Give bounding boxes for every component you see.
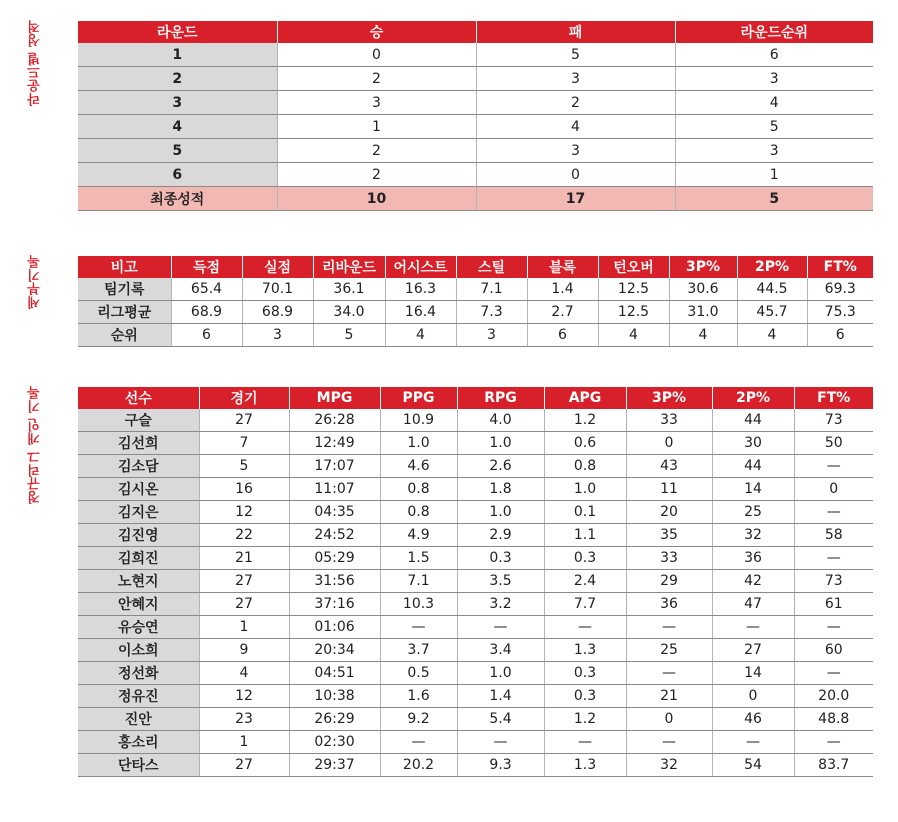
detail-header-cell: 득점 [171,256,242,278]
player-cell: — [712,616,794,639]
player-header-cell: FT% [794,387,873,409]
player-cell: 7 [199,432,289,455]
detail-header-cell: 블록 [527,256,598,278]
round-cell: 2 [277,67,476,91]
player-row [78,593,873,616]
round-cell: 5 [476,43,675,67]
player-row [78,570,873,593]
player-row-label: 김선희 [78,432,199,455]
player-cell: 27 [199,570,289,593]
player-cell: — [380,731,457,754]
player-row [78,455,873,478]
player-cell: — [380,616,457,639]
player-cell: 14 [712,478,794,501]
player-row-label: 정선화 [78,662,199,685]
player-header-cell: RPG [457,387,544,409]
player-cell: 0.6 [544,432,626,455]
player-cell: 05:29 [289,547,380,570]
player-cell: 1.0 [380,432,457,455]
player-cell: 3.2 [457,593,544,616]
round-cell: 5 [675,187,873,211]
player-cell: 54 [712,754,794,777]
round-row [78,91,873,115]
round-row [78,67,873,91]
player-row-label: 단타스 [78,754,199,777]
detail-cell: 6 [527,324,598,347]
player-row [78,501,873,524]
player-cell: 1.2 [544,708,626,731]
player-row [78,685,873,708]
round-row-label: 4 [78,115,277,139]
detail-cell: 68.9 [242,301,313,324]
player-cell: 01:06 [289,616,380,639]
detail-header-cell: 실점 [242,256,313,278]
player-cell: 31:56 [289,570,380,593]
player-cell: 58 [794,524,873,547]
player-row [78,547,873,570]
player-cell: 37:16 [289,593,380,616]
player-cell: 0 [794,478,873,501]
player-cell: 3.7 [380,639,457,662]
player-cell: 3.4 [457,639,544,662]
player-row-label: 안혜지 [78,593,199,616]
round-cell: 0 [277,43,476,67]
player-cell: 44 [712,409,794,432]
player-cell: 61 [794,593,873,616]
player-row-label: 이소희 [78,639,199,662]
player-cell: 30 [712,432,794,455]
detail-cell: 12.5 [598,278,669,301]
player-cell: 21 [199,547,289,570]
round-header-cell: 승 [277,21,476,43]
player-cell: 25 [712,501,794,524]
player-cell: 0.3 [544,685,626,708]
player-cell: 0.8 [380,478,457,501]
player-cell: 1.3 [544,639,626,662]
player-row [78,478,873,501]
detail-row [78,324,873,347]
detail-cell: 4 [385,324,456,347]
player-cell: 10.9 [380,409,457,432]
round-row-label: 1 [78,43,277,67]
player-cell: 7.7 [544,593,626,616]
detail-cell: 45.7 [737,301,807,324]
player-cell: 0.3 [544,547,626,570]
player-cell: 83.7 [794,754,873,777]
player-cell: 27 [199,754,289,777]
player-cell: 33 [626,547,712,570]
round-cell: 3 [476,67,675,91]
detail-cell: 3 [242,324,313,347]
round-cell: 1 [277,115,476,139]
round-cell: 4 [476,115,675,139]
detail-header-cell: 3P% [669,256,737,278]
player-cell: 0.3 [457,547,544,570]
player-cell: 1 [199,616,289,639]
player-row [78,708,873,731]
player-cell: 10.3 [380,593,457,616]
detail-header-cell: 스틸 [456,256,527,278]
detail-cell: 31.0 [669,301,737,324]
player-section-label: 정규리그 개인 기록 [28,386,43,505]
player-cell: 14 [712,662,794,685]
round-row-label: 2 [78,67,277,91]
player-cell: 24:52 [289,524,380,547]
player-cell: 12 [199,501,289,524]
player-cell: 42 [712,570,794,593]
round-header-cell: 패 [476,21,675,43]
detail-cell: 75.3 [807,301,873,324]
detail-cell: 7.1 [456,278,527,301]
detail-cell: 70.1 [242,278,313,301]
detail-cell: 44.5 [737,278,807,301]
player-cell: 1.6 [380,685,457,708]
player-cell: 17:07 [289,455,380,478]
player-cell: 1.5 [380,547,457,570]
player-cell: 4.0 [457,409,544,432]
round-cell: 17 [476,187,675,211]
player-row-label: 김지은 [78,501,199,524]
player-row [78,731,873,754]
player-cell: 50 [794,432,873,455]
player-cell: — [457,731,544,754]
round-cell: 2 [476,91,675,115]
player-cell: 2.4 [544,570,626,593]
player-cell: 2.9 [457,524,544,547]
player-header-cell: MPG [289,387,380,409]
detail-header-cell: 비고 [78,256,171,278]
round-header-cell: 라운드순위 [675,21,873,43]
player-cell: — [794,501,873,524]
player-cell: 29:37 [289,754,380,777]
player-cell: 1.3 [544,754,626,777]
player-cell: 4.6 [380,455,457,478]
player-cell: — [544,731,626,754]
detail-cell: 36.1 [313,278,385,301]
player-cell: 1.2 [544,409,626,432]
player-cell: 10:38 [289,685,380,708]
detail-cell: 16.3 [385,278,456,301]
player-cell: 04:35 [289,501,380,524]
detail-cell: 2.7 [527,301,598,324]
detail-cell: 1.4 [527,278,598,301]
round-row [78,43,873,67]
round-section-label: 라운드별 성적 [28,20,43,107]
player-header-cell: PPG [380,387,457,409]
player-row-label: 노현지 [78,570,199,593]
player-cell: 0 [626,708,712,731]
player-cell: 4 [199,662,289,685]
player-cell: 04:51 [289,662,380,685]
player-cell: 4.9 [380,524,457,547]
player-row-label: 김시온 [78,478,199,501]
player-cell: 22 [199,524,289,547]
player-cell: 9.2 [380,708,457,731]
player-cell: 27 [199,409,289,432]
round-cell: 3 [476,139,675,163]
player-row-label: 유승연 [78,616,199,639]
player-cell: 23 [199,708,289,731]
player-row-label: 김진영 [78,524,199,547]
player-cell: — [794,662,873,685]
detail-cell: 16.4 [385,301,456,324]
player-cell: 1.0 [457,432,544,455]
player-cell: 20.2 [380,754,457,777]
detail-row-label: 순위 [78,324,171,347]
player-cell: 46 [712,708,794,731]
player-cell: 11 [626,478,712,501]
player-row [78,524,873,547]
player-cell: 11:07 [289,478,380,501]
player-header-cell: 3P% [626,387,712,409]
player-row-label: 정유진 [78,685,199,708]
player-cell: 43 [626,455,712,478]
round-cell: 4 [675,91,873,115]
detail-cell: 34.0 [313,301,385,324]
detail-cell: 3 [456,324,527,347]
player-row-label: 구슬 [78,409,199,432]
detail-header-cell: 2P% [737,256,807,278]
player-cell: 1.4 [457,685,544,708]
detail-header-cell: 리바운드 [313,256,385,278]
detail-cell: 6 [807,324,873,347]
round-row [78,115,873,139]
player-cell: 1.0 [544,478,626,501]
round-results-table [78,21,873,211]
detail-cell: 6 [171,324,242,347]
detail-cell: 68.9 [171,301,242,324]
player-cell: 36 [712,547,794,570]
detail-cell: 4 [669,324,737,347]
round-row-label: 5 [78,139,277,163]
player-header-cell: 경기 [199,387,289,409]
round-cell: 6 [675,43,873,67]
round-row-label: 최종성적 [78,187,277,211]
round-row [78,187,873,211]
player-cell: 9.3 [457,754,544,777]
round-cell: 3 [675,67,873,91]
player-cell: — [794,547,873,570]
player-cell: 35 [626,524,712,547]
detail-cell: 69.3 [807,278,873,301]
player-cell: 7.1 [380,570,457,593]
player-cell: 0 [712,685,794,708]
player-cell: — [712,731,794,754]
player-cell: 0.3 [544,662,626,685]
player-cell: 27 [199,593,289,616]
player-cell: — [626,731,712,754]
player-cell: 73 [794,409,873,432]
player-cell: 5 [199,455,289,478]
player-cell: 60 [794,639,873,662]
player-cell: 0.5 [380,662,457,685]
player-cell: 02:30 [289,731,380,754]
player-cell: 44 [712,455,794,478]
round-cell: 0 [476,163,675,187]
round-row-label: 3 [78,91,277,115]
round-row-label: 6 [78,163,277,187]
round-row [78,139,873,163]
player-row-label: 김희진 [78,547,199,570]
round-cell: 5 [675,115,873,139]
player-stats-table [78,387,873,777]
detail-row-label: 팀기록 [78,278,171,301]
round-cell: 3 [675,139,873,163]
player-cell: 1.0 [457,662,544,685]
player-cell: 36 [626,593,712,616]
player-cell: 29 [626,570,712,593]
player-cell: 1.1 [544,524,626,547]
player-cell: 26:28 [289,409,380,432]
player-cell: 1 [199,731,289,754]
player-cell: 48.8 [794,708,873,731]
player-header-cell: APG [544,387,626,409]
player-cell: 16 [199,478,289,501]
player-cell: 2.6 [457,455,544,478]
detail-cell: 4 [598,324,669,347]
player-cell: 20:34 [289,639,380,662]
player-cell: 9 [199,639,289,662]
player-row [78,432,873,455]
round-row [78,163,873,187]
round-cell: 3 [277,91,476,115]
round-cell: 2 [277,163,476,187]
player-cell: — [544,616,626,639]
player-cell: 5.4 [457,708,544,731]
detail-header-cell: FT% [807,256,873,278]
detail-row [78,301,873,324]
player-header-cell: 선수 [78,387,199,409]
player-cell: 32 [626,754,712,777]
player-cell: — [794,731,873,754]
player-row [78,639,873,662]
player-row [78,754,873,777]
player-cell: 12:49 [289,432,380,455]
player-header-cell: 2P% [712,387,794,409]
detail-cell: 7.3 [456,301,527,324]
detail-row-label: 리그평균 [78,301,171,324]
detail-row [78,278,873,301]
player-cell: 47 [712,593,794,616]
player-cell: 25 [626,639,712,662]
detail-stats-table [78,256,873,347]
detail-cell: 30.6 [669,278,737,301]
round-cell: 2 [277,139,476,163]
player-cell: 26:29 [289,708,380,731]
detail-cell: 12.5 [598,301,669,324]
player-row-label: 진안 [78,708,199,731]
player-row [78,616,873,639]
player-cell: 21 [626,685,712,708]
detail-cell: 5 [313,324,385,347]
player-row [78,409,873,432]
player-cell: 27 [712,639,794,662]
player-row [78,662,873,685]
player-row-label: 홍소리 [78,731,199,754]
round-header-cell: 라운드 [78,21,277,43]
player-cell: — [794,455,873,478]
player-cell: 73 [794,570,873,593]
detail-cell: 65.4 [171,278,242,301]
player-cell: — [457,616,544,639]
round-cell: 10 [277,187,476,211]
player-cell: — [626,616,712,639]
player-cell: 0.8 [380,501,457,524]
detail-cell: 4 [737,324,807,347]
player-cell: 33 [626,409,712,432]
player-cell: 0.8 [544,455,626,478]
player-cell: — [794,616,873,639]
player-cell: 0.1 [544,501,626,524]
player-cell: — [626,662,712,685]
player-row-label: 김소담 [78,455,199,478]
detail-header-cell: 어시스트 [385,256,456,278]
player-cell: 0 [626,432,712,455]
player-cell: 12 [199,685,289,708]
player-cell: 20 [626,501,712,524]
player-cell: 1.0 [457,501,544,524]
round-cell: 1 [675,163,873,187]
player-cell: 3.5 [457,570,544,593]
player-cell: 20.0 [794,685,873,708]
detail-section-label: 세부기록 [28,255,43,309]
detail-header-cell: 턴오버 [598,256,669,278]
player-cell: 1.8 [457,478,544,501]
player-cell: 32 [712,524,794,547]
